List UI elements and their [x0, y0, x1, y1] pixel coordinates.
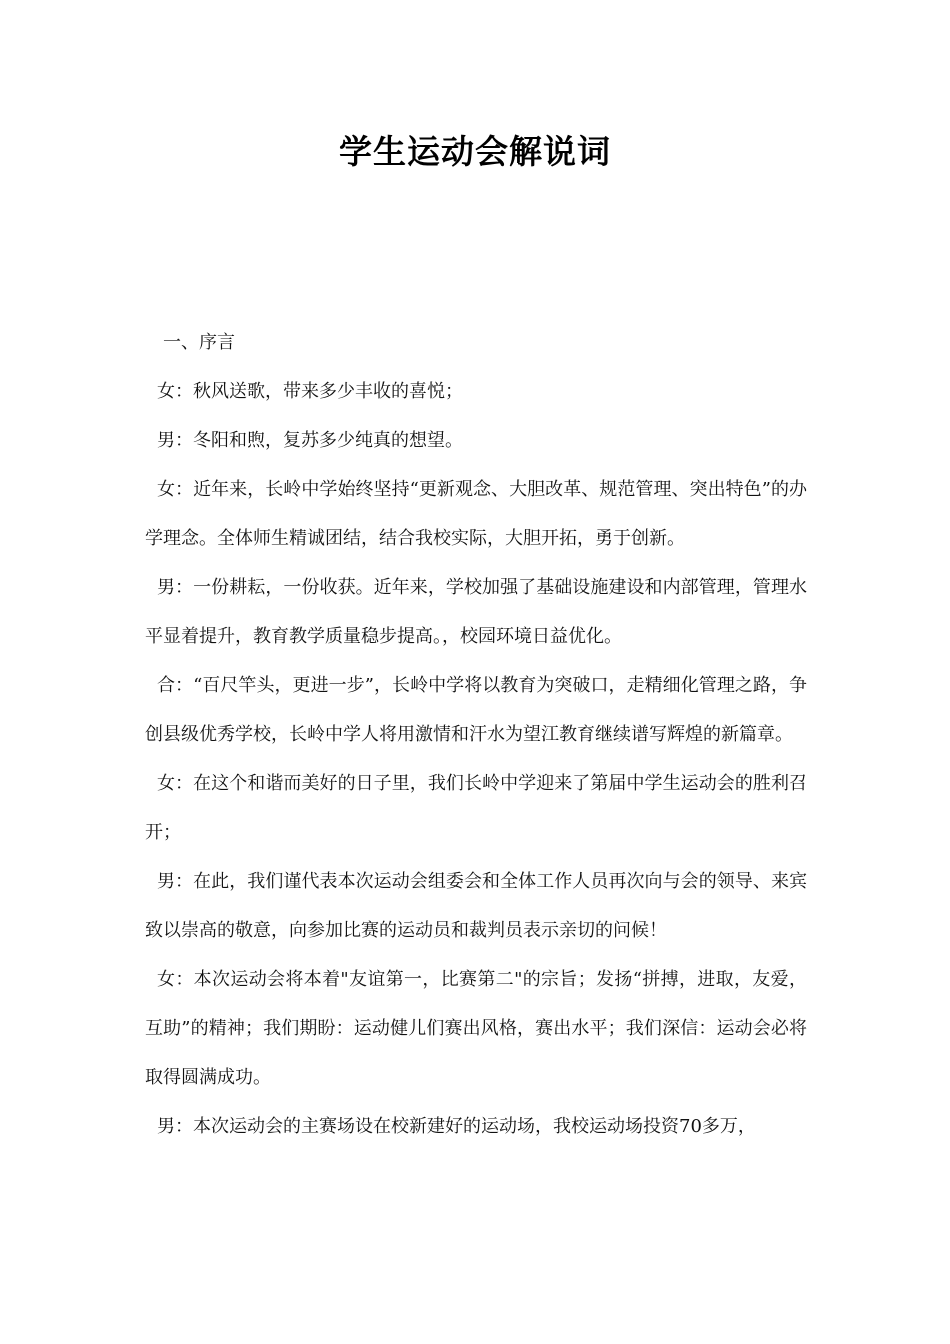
paragraph-6: 女：在这个和谐而美好的日子里，我们长岭中学迎来了第届中学生运动会的胜利召开；: [145, 773, 807, 843]
document-body: [145, 318, 807, 1151]
paragraph-9: 男：本次运动会的主赛场设在校新建好的运动场，我校运动场投资70多万，: [157, 1116, 756, 1137]
paragraph-5: 合：“百尺竿头，更进一步”，长岭中学将以教育为突破口，走精细化管理之路，争创县级优秀学校，长岭中学人将用激情和汗水为望江教育继续谱写辉煌的新篇章。: [145, 675, 807, 745]
paragraph-8: 女：本次运动会将本着"友谊第一，比赛第二"的宗旨；发扬“拼搏，进取，友爱，互助”的精神；我们期盼：运动健儿们赛出风格，赛出水平；我们深信：运动会必将取得圆满成功。: [145, 969, 807, 1088]
document-title: 学生运动会解说词: [339, 132, 611, 171]
paragraph-1: 女：秋风送歌，带来多少丰收的喜悦；: [157, 381, 463, 402]
paragraph-7: 男：在此，我们谨代表本次运动会组委会和全体工作人员再次向与会的领导、来宾致以崇高的敬意，向参加比赛的运动员和裁判员表示亲切的问候！: [145, 871, 807, 941]
section-heading-preface: 一、序言: [163, 332, 235, 353]
paragraph-3: 女：近年来，长岭中学始终坚持“更新观念、大胆改革、规范管理、突出特色”的办学理念。全体师生精诚团结，结合我校实际，大胆开拓，勇于创新。: [145, 479, 807, 549]
paragraph-2: 男：冬阳和煦，复苏多少纯真的想望。: [157, 430, 463, 451]
paragraph-4: 男：一份耕耘，一份收获。近年来，学校加强了基础设施建设和内部管理，管理水平显着提升，教育教学质量稳步提高。，校园环境日益优化。: [145, 577, 807, 647]
